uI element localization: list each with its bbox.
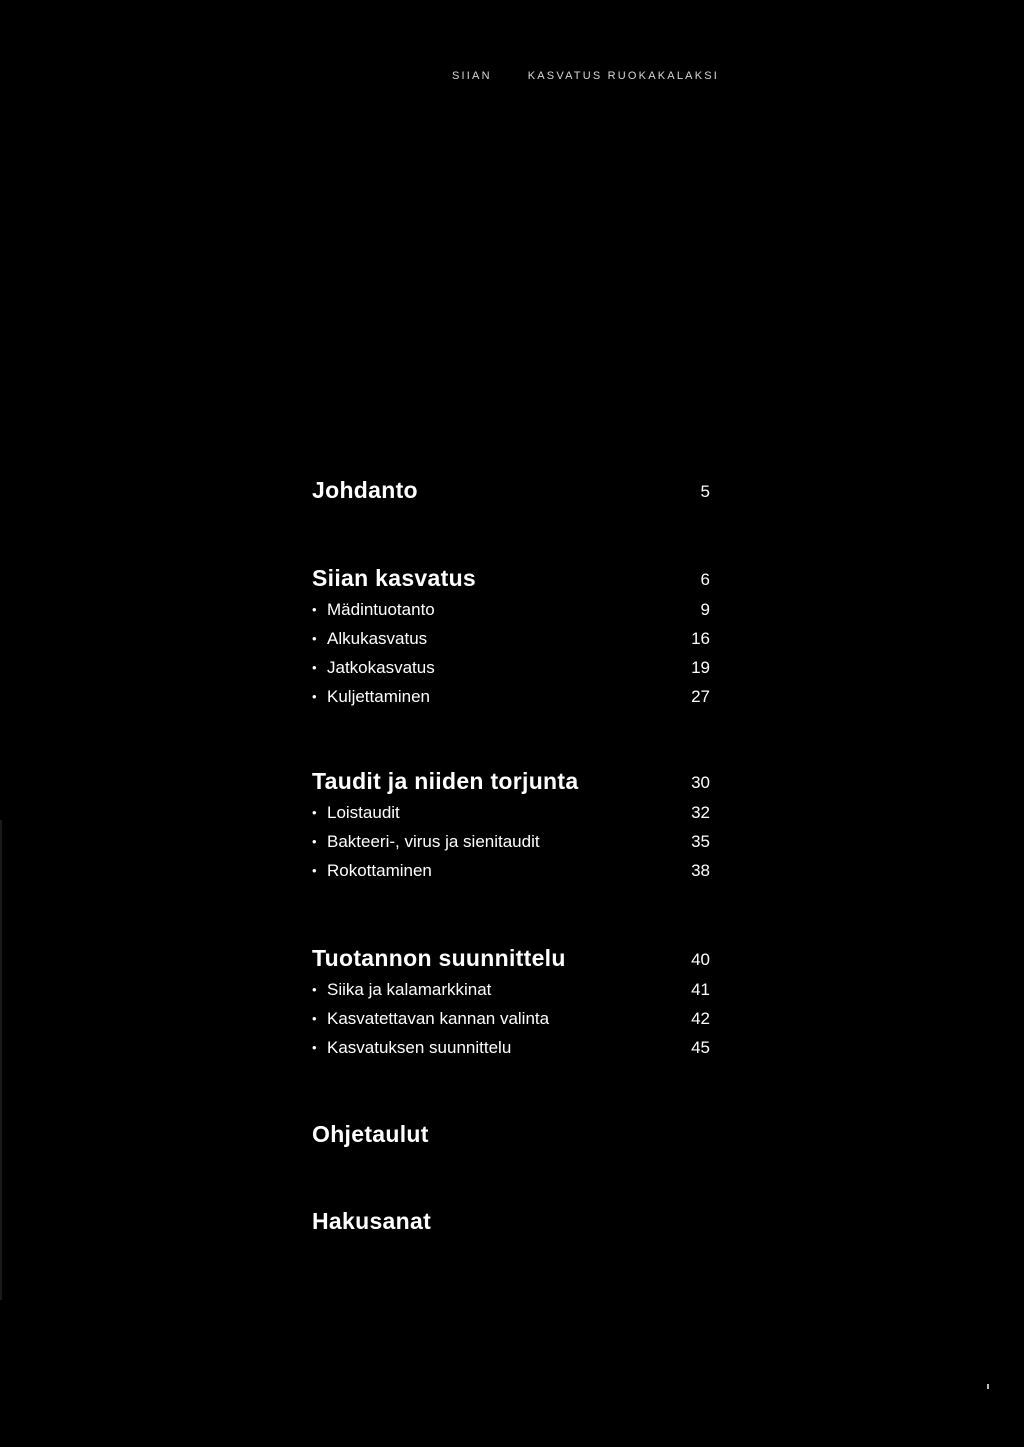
- toc-section-siian-kasvatus: [312, 562, 710, 712]
- bullet-icon: •: [312, 1011, 317, 1026]
- toc-item-title: • Jatkokasvatus: [312, 658, 435, 677]
- toc-item-page: 35: [691, 832, 710, 851]
- toc-item[interactable]: [312, 596, 710, 625]
- toc-section-ohjetaulut: [312, 1118, 710, 1152]
- toc-item-page: 9: [700, 600, 710, 619]
- toc-heading-page: 5: [700, 482, 710, 501]
- toc-heading-page: 6: [700, 570, 710, 589]
- toc-heading-title: Tuotannon suunnittelu: [312, 945, 566, 971]
- toc-heading[interactable]: [312, 474, 710, 508]
- toc-item-page: 16: [691, 629, 710, 648]
- toc-item[interactable]: [312, 828, 710, 857]
- toc-item[interactable]: [312, 857, 710, 886]
- running-header: [452, 70, 719, 82]
- bullet-icon: •: [312, 863, 317, 878]
- running-header-left: SIIAN: [452, 70, 492, 82]
- toc-heading[interactable]: [312, 1118, 710, 1152]
- toc-item[interactable]: [312, 625, 710, 654]
- toc-heading-title: Johdanto: [312, 477, 418, 503]
- toc-item-title: • Mädintuotanto: [312, 600, 435, 619]
- toc-section-johdanto: [312, 474, 710, 508]
- toc-item-title: • Kasvatettavan kannan valinta: [312, 1009, 550, 1028]
- toc-heading[interactable]: [312, 942, 710, 976]
- toc-item-title: • Bakteeri-, virus ja sienitaudit: [312, 832, 540, 851]
- toc-section-tuotannon-suunnittelu: [312, 942, 710, 1063]
- toc-heading-title: Siian kasvatus: [312, 565, 477, 591]
- toc-heading-title: Taudit ja niiden torjunta: [312, 768, 579, 794]
- bullet-icon: •: [312, 660, 317, 675]
- toc-heading-title: Ohjetaulut: [312, 1121, 429, 1147]
- toc-heading[interactable]: [312, 562, 710, 596]
- bullet-icon: •: [312, 689, 317, 704]
- toc-item-title: • Alkukasvatus: [312, 629, 428, 648]
- toc-section-hakusanat: [312, 1205, 710, 1239]
- bullet-icon: •: [312, 631, 317, 646]
- toc-item-page: 19: [691, 658, 710, 677]
- toc-item-title: • Loistaudit: [312, 803, 400, 822]
- toc-section-taudit: [312, 765, 710, 886]
- toc-item-page: 41: [691, 980, 710, 999]
- toc-item-page: 38: [691, 861, 710, 880]
- toc-item[interactable]: [312, 654, 710, 683]
- bullet-icon: •: [312, 1040, 317, 1055]
- toc-item-page: 45: [691, 1038, 710, 1057]
- toc-item[interactable]: [312, 799, 710, 828]
- toc-item[interactable]: [312, 1034, 710, 1063]
- bullet-icon: •: [312, 602, 317, 617]
- page-edge-line: [0, 820, 2, 1300]
- toc-item[interactable]: [312, 683, 710, 712]
- toc-heading-page: 40: [691, 950, 710, 969]
- toc-item[interactable]: [312, 976, 710, 1005]
- toc-item-title: • Kuljettaminen: [312, 687, 431, 706]
- toc-item-title: • Siika ja kalamarkkinat: [312, 980, 492, 999]
- toc-item-page: 32: [691, 803, 710, 822]
- toc-item[interactable]: [312, 1005, 710, 1034]
- toc-heading[interactable]: [312, 1205, 710, 1239]
- scan-speck: [987, 1384, 989, 1389]
- bullet-icon: •: [312, 805, 317, 820]
- toc-heading[interactable]: [312, 765, 710, 799]
- bullet-icon: •: [312, 982, 317, 997]
- toc-heading-title: Hakusanat: [312, 1208, 432, 1234]
- toc-heading-page: 30: [691, 773, 710, 792]
- running-header-right: KASVATUS RUOKAKALAKSI: [527, 70, 720, 82]
- toc-item-page: 27: [691, 687, 710, 706]
- toc-item-title: • Kasvatuksen suunnittelu: [312, 1038, 512, 1057]
- toc-item-page: 42: [691, 1009, 710, 1028]
- toc-item-title: • Rokottaminen: [312, 861, 432, 880]
- bullet-icon: •: [312, 834, 317, 849]
